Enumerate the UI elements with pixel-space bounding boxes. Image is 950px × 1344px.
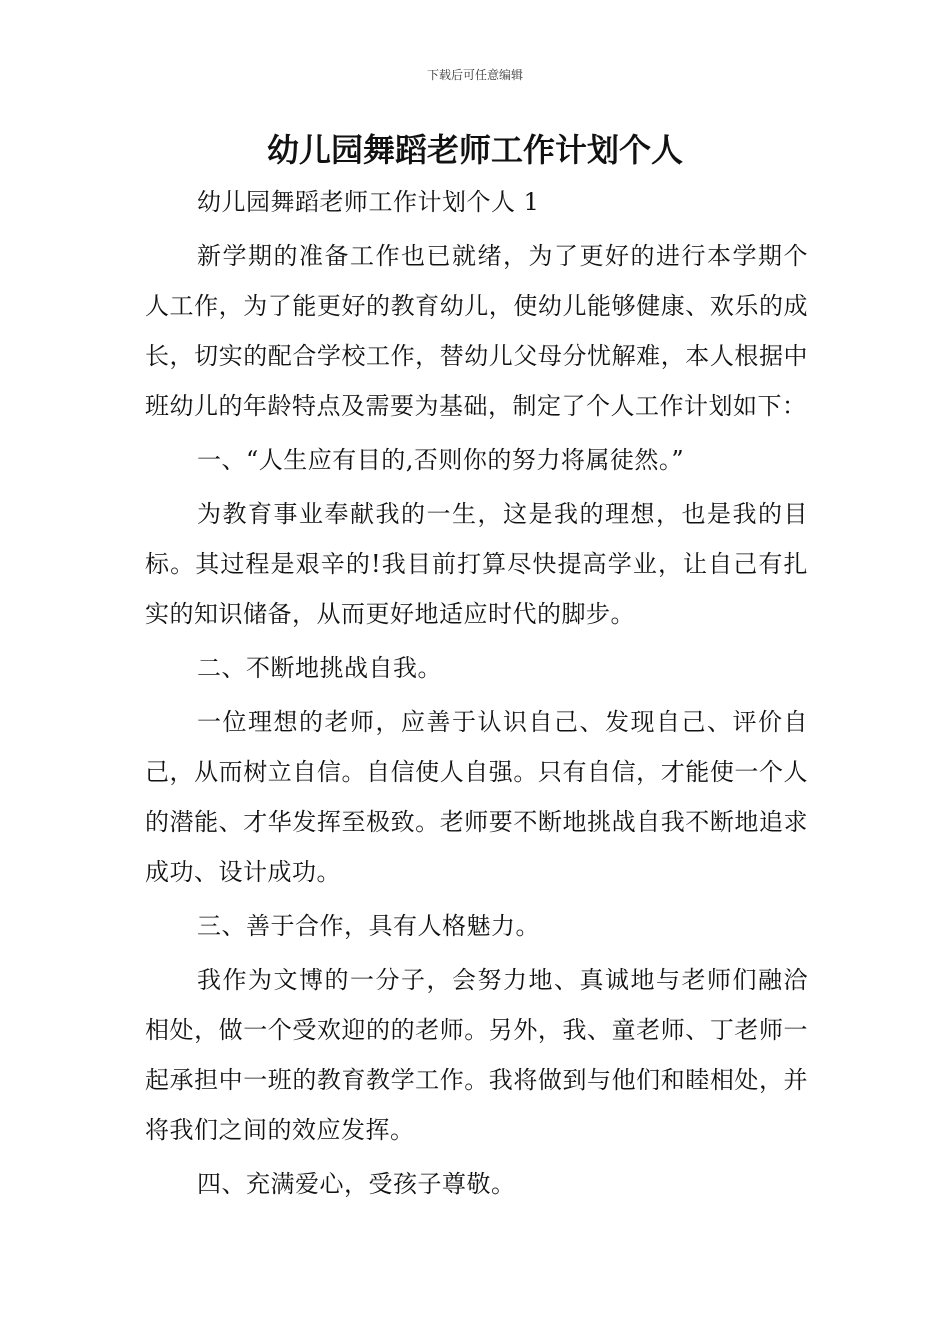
subtitle-paragraph: 幼儿园舞蹈老师工作计划个人 1 — [197, 188, 540, 216]
intro-paragraph: 新学期的准备工作也已就绪，为了更好的进行本学期个人工作，为了能更好的教育幼儿，使幼儿能够健康、欢乐的成长，切实的配合学校工作，替幼儿父母分忧解难，本人根据中班幼儿的年龄特点及需要为基础，制定了个人工作计划如下： — [145, 242, 808, 420]
header-note: 下载后可任意编辑 — [426, 68, 523, 82]
section-body-3: 我作为文博的一分子，会努力地、真诚地与老师们融洽相处，做一个受欢迎的的老师。另外，我、童老师、丁老师一起承担中一班的教育教学工作。我将做到与他们和睦相处，并将我们之间的效应发挥。 — [145, 966, 808, 1144]
section-heading-3: 三、善于合作，具有人格魅力。 — [197, 912, 540, 940]
document-body — [145, 177, 808, 1213]
section-heading-2: 二、不断地挑战自我。 — [197, 654, 442, 682]
document-title: 幼儿园舞蹈老师工作计划个人 — [266, 131, 683, 169]
section-heading-1: 一、“人生应有目的,否则你的努力将属徒然。” — [197, 446, 685, 474]
section-heading-4: 四、充满爱心，受孩子尊敬。 — [197, 1170, 516, 1198]
section-body-1: 为教育事业奉献我的一生，这是我的理想，也是我的目标。其过程是艰辛的!我目前打算尽快提高学业，让自己有扎实的知识储备，从而更好地适应时代的脚步。 — [145, 500, 808, 628]
section-body-2: 一位理想的老师，应善于认识自己、发现自己、评价自己，从而树立自信。自信使人自强。只有自信，才能使一个人的潜能、才华发挥至极致。老师要不断地挑战自我不断地追求成功、设计成功。 — [145, 708, 808, 886]
